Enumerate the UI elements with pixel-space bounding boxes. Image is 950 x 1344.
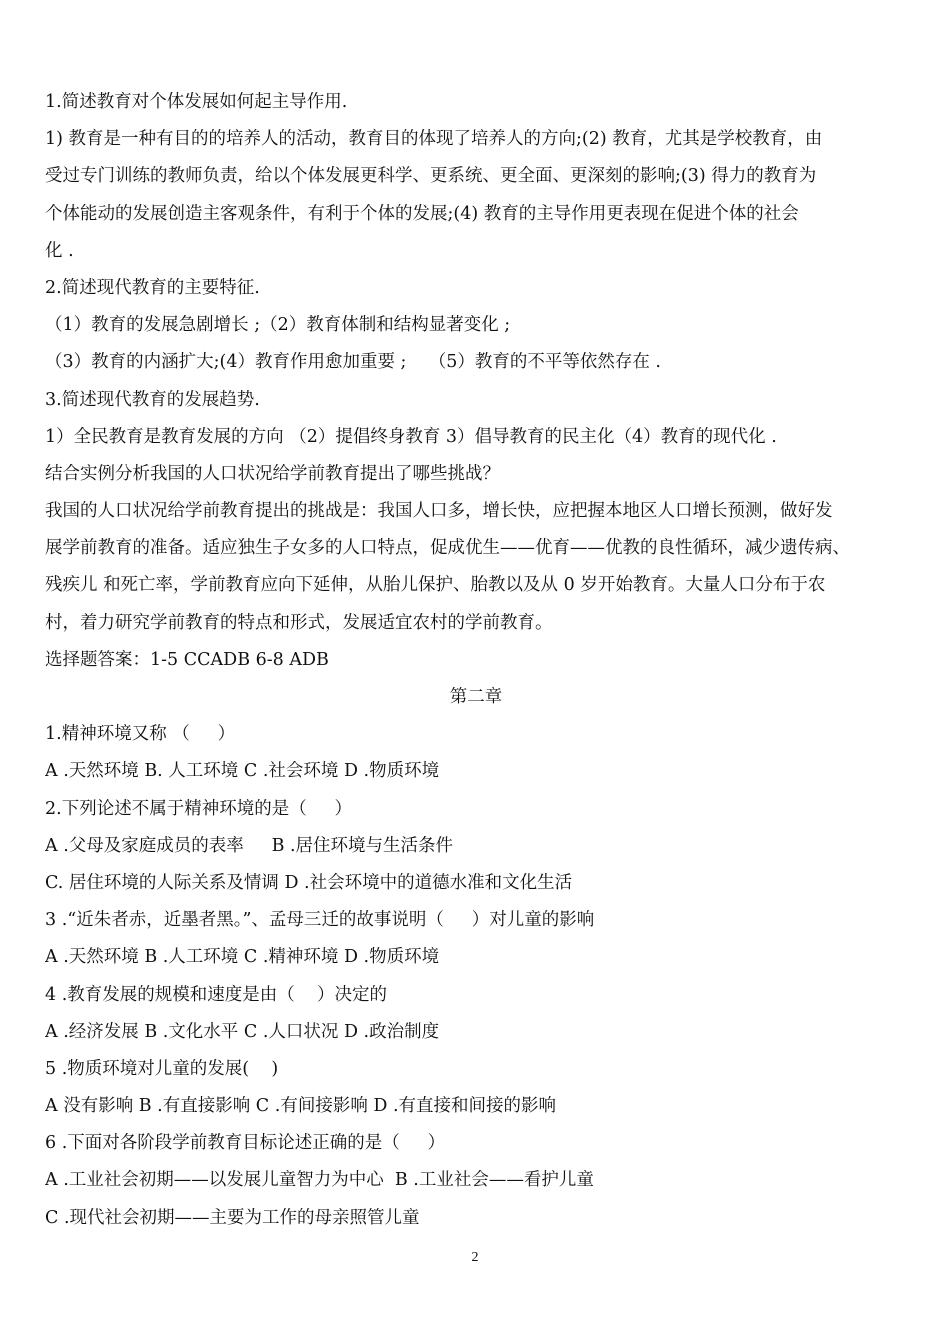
analysis-answer-line-3: 残疾儿 和死亡率，学前教育应向下延伸，从胎儿保护、胎教以及从 0 岁开始教育。大量人口分布于农 bbox=[45, 575, 826, 596]
mc-options-5: A 没有影响 B .有直接影响 C .有间接影响 D .有直接和间接的影响 bbox=[45, 1096, 557, 1117]
analysis-question-heading: 结合实例分析我国的人口状况给学前教育提出了哪些挑战？ bbox=[45, 463, 500, 484]
answer-1-line-3: 个体能动的发展创造主客观条件，有利于个体的发展;(4) 教育的主导作用更表现在促进个体的社会 bbox=[45, 203, 799, 224]
answer-2-line-2: （3）教育的内涵扩大;(4）教育作用愈加重要 ; （5）教育的不平等依然存在 . bbox=[45, 352, 661, 373]
mc-options-2a: A .父母及家庭成员的表率 B .居住环境与生活条件 bbox=[45, 835, 454, 856]
question-1-heading: 1.简述教育对个体发展如何起主导作用. bbox=[45, 92, 348, 112]
mc-options-4: A .经济发展 B .文化水平 C .人口状况 D .政治制度 bbox=[45, 1021, 440, 1042]
mc-question-3: 3 .“近朱者赤，近墨者黑。”、孟母三迁的故事说明（ ）对儿童的影响 bbox=[45, 910, 595, 931]
answer-2-line-1: （1）教育的发展急剧增长 ;（2）教育体制和结构显著变化 ; bbox=[45, 315, 511, 336]
mc-options-3: A .天然环境 B .人工环境 C .精神环境 D .物质环境 bbox=[45, 947, 440, 968]
mc-question-5: 5 .物质环境对儿童的发展( ) bbox=[45, 1058, 279, 1079]
analysis-answer-line-2: 展学前教育的准备。适应独生子女多的人口特点，促成优生——优育——优教的良性循环，减少遗传病、 bbox=[45, 538, 850, 559]
mc-question-2: 2.下列论述不属于精神环境的是（ ） bbox=[45, 798, 353, 819]
choice-answers: 选择题答案：1-5 CCADB 6-8 ADB bbox=[45, 649, 329, 670]
mc-question-4: 4 .教育发展的规模和速度是由（ ）决定的 bbox=[45, 984, 388, 1005]
mc-options-6a: A .工业社会初期——以发展儿童智力为中心 B .工业社会——看护儿童 bbox=[45, 1170, 594, 1191]
page-content bbox=[45, 84, 907, 1237]
mc-options-1: A .天然环境 B. 人工环境 C .社会环境 D .物质环境 bbox=[45, 761, 440, 782]
answer-1-line-1: 1) 教育是一种有目的的培养人的活动，教育目的体现了培养人的方向;(2) 教育，尤其是学校教育，由 bbox=[45, 129, 823, 150]
answer-1-line-2: 受过专门训练的教师负责，给以个体发展更科学、更系统、更全面、更深刻的影响;(3) 得力的教育为 bbox=[45, 166, 817, 187]
analysis-answer-line-4: 村，着力研究学前教育的特点和形式，发展适宜农村的学前教育。 bbox=[45, 612, 553, 633]
question-3-heading: 3.简述现代教育的发展趋势. bbox=[45, 389, 260, 410]
page-number: 2 bbox=[471, 1250, 479, 1265]
mc-question-6: 6 .下面对各阶段学前教育目标论述正确的是（ ） bbox=[45, 1133, 446, 1154]
chapter-title: 第二章 bbox=[449, 687, 503, 707]
mc-question-1: 1.精神环境又称 （ ） bbox=[45, 724, 236, 745]
answer-3-line-1: 1）全民教育是教育发展的方向 （2）提倡终身教育 3）倡导教育的民主化（4）教育的现代化 . bbox=[45, 426, 777, 447]
mc-options-2b: C. 居住环境的人际关系及情调 D .社会环境中的道德水准和文化生活 bbox=[45, 872, 573, 893]
mc-options-6b: C .现代社会初期——主要为工作的母亲照管儿童 bbox=[45, 1207, 420, 1228]
analysis-answer-line-1: 我国的人口状况给学前教育提出的挑战是：我国人口多，增长快，应把握本地区人口增长预测，做好发 bbox=[45, 501, 833, 522]
question-2-heading: 2.简述现代教育的主要特征. bbox=[45, 277, 260, 298]
answer-1-line-4: 化 . bbox=[45, 240, 74, 261]
